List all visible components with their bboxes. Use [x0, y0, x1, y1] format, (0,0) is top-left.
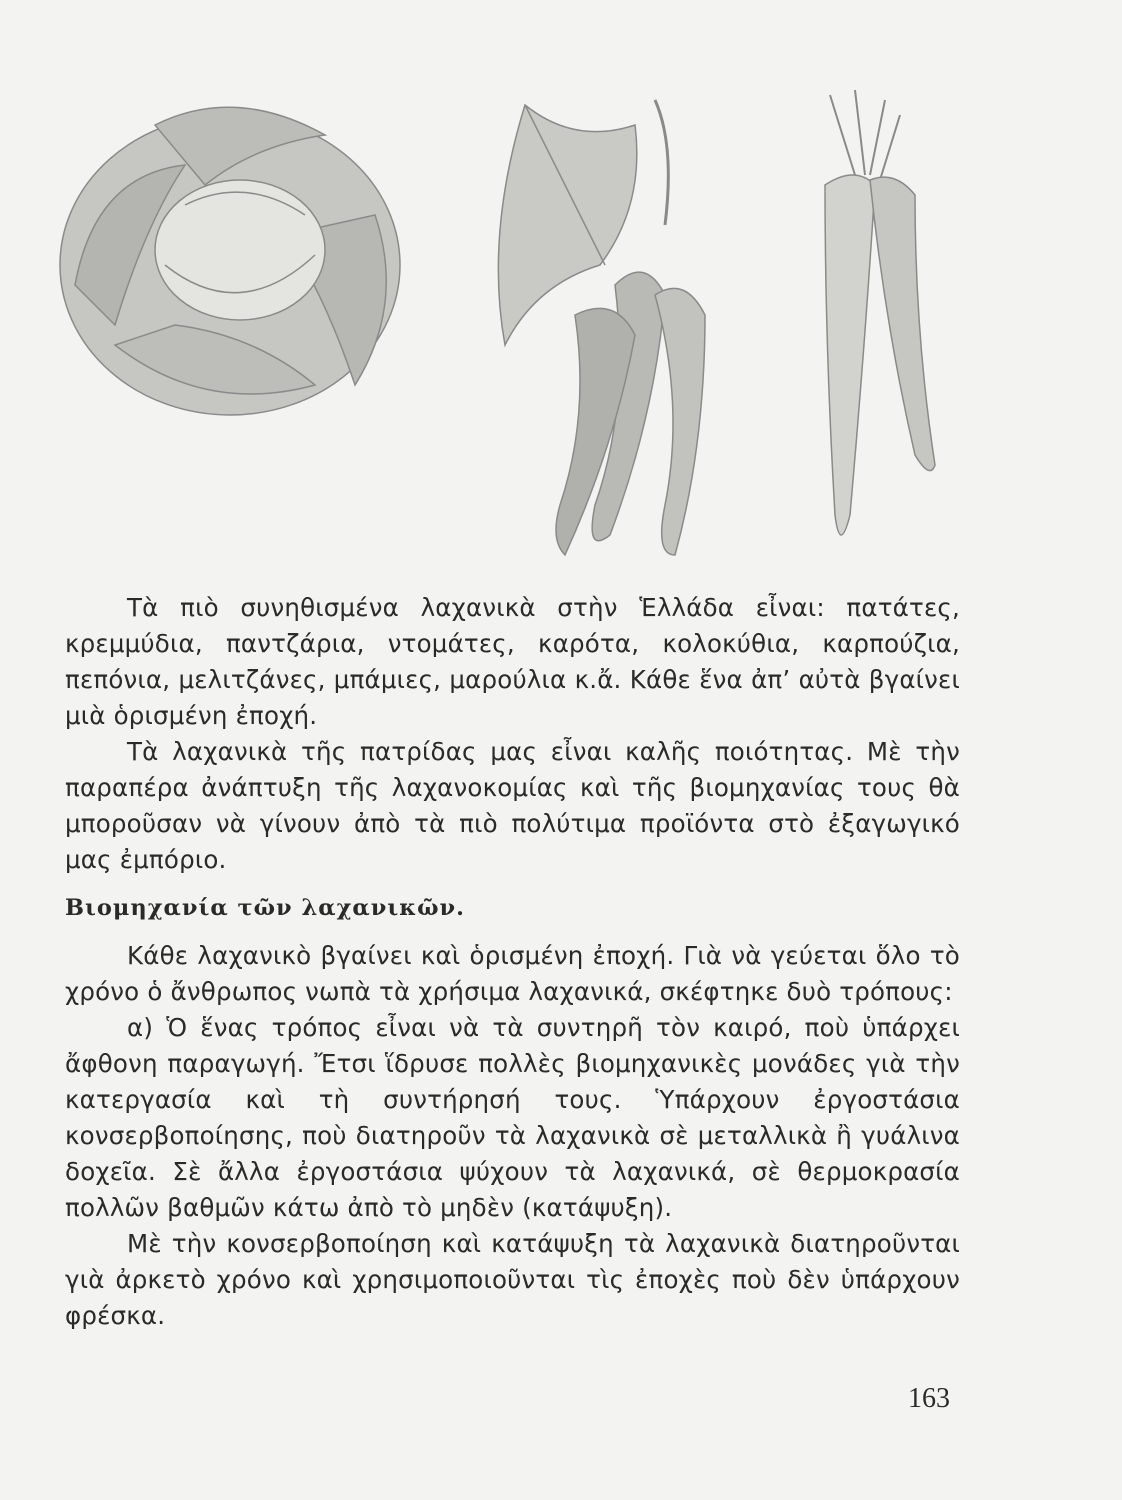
cabbage-icon [60, 107, 400, 415]
page-number: 163 [908, 1383, 950, 1414]
intro-section [65, 590, 960, 878]
industry-section [65, 938, 960, 1334]
paragraph-common-vegetables: Τὰ πιὸ συνηθισμένα λαχανικὰ στὴν Ἑλλάδα εἶναι: πατάτες, κρεμμύδια, παντζάρια, ντομάτες, καρότα, κολοκύθια, καρπούζια, πεπόνια, μελιτζάνες, μπάμιες, μαρούλια κ.ἄ. Κάθε ἕνα ἀπ’ αὐτὰ βγαίνει μιὰ ὁρισμένη ἐποχή. [65, 593, 960, 730]
paragraph-canning-freezing: Μὲ τὴν κονσερβοποίηση καὶ κατάψυξη τὰ λαχανικὰ διατηροῦνται γιὰ ἀρκετὸ χρόνο καὶ χρησιμοποιοῦνται τὶς ἐποχὲς ποὺ δὲν ὑπάρχουν φρέσκα. [65, 1229, 960, 1330]
paragraph-vegetable-quality: Τὰ λαχανικὰ τῆς πατρίδας μας εἶναι καλῆς ποιότητας. Μὲ τὴν παραπέρα ἀνάπτυξη τῆς λαχανοκομίας καὶ τῆς βιομηχανίας τους θὰ μποροῦσαν νὰ γίνουν ἀπὸ τὰ πιὸ πολύτιμα προϊόντα στὸ ἐξαγωγικό μας ἐμπόριο. [65, 737, 960, 874]
section-heading: Βιομηχανία τῶν λαχανικῶν. [65, 895, 465, 921]
beans-icon [498, 100, 705, 555]
carrots-icon [825, 90, 935, 535]
vegetables-illustration [55, 85, 975, 585]
paragraph-seasons: Κάθε λαχανικὸ βγαίνει καὶ ὁρισμένη ἐποχή. Γιὰ νὰ γεύεται ὅλο τὸ χρόνο ὁ ἄνθρωπος νωπὰ τὰ χρήσιμα λαχανικά, σκέφτηκε δυὸ τρόπους: [65, 941, 960, 1006]
paragraph-preservation: α) Ὁ ἕνας τρόπος εἶναι νὰ τὰ συντηρῆ τὸν καιρό, ποὺ ὑπάρχει ἄφθονη παραγωγή. Ἔτσι ἵδρυσε πολλὲς βιομηχανικὲς μονάδες γιὰ τὴν κατεργασία καὶ τὴ συντήρησή τους. Ὑπάρχουν ἐργοστάσια κονσερβοποίησης, ποὺ διατηροῦν τὰ λαχανικὰ σὲ μεταλλικὰ ἢ γυάλινα δοχεῖα. Σὲ ἄλλα ἐργοστάσια ψύχουν τὰ λαχανικά, σὲ θερμοκρασία πολλῶν βαθμῶν κάτω ἀπὸ τὸ μηδὲν (κατάψυξη). [65, 1013, 960, 1222]
